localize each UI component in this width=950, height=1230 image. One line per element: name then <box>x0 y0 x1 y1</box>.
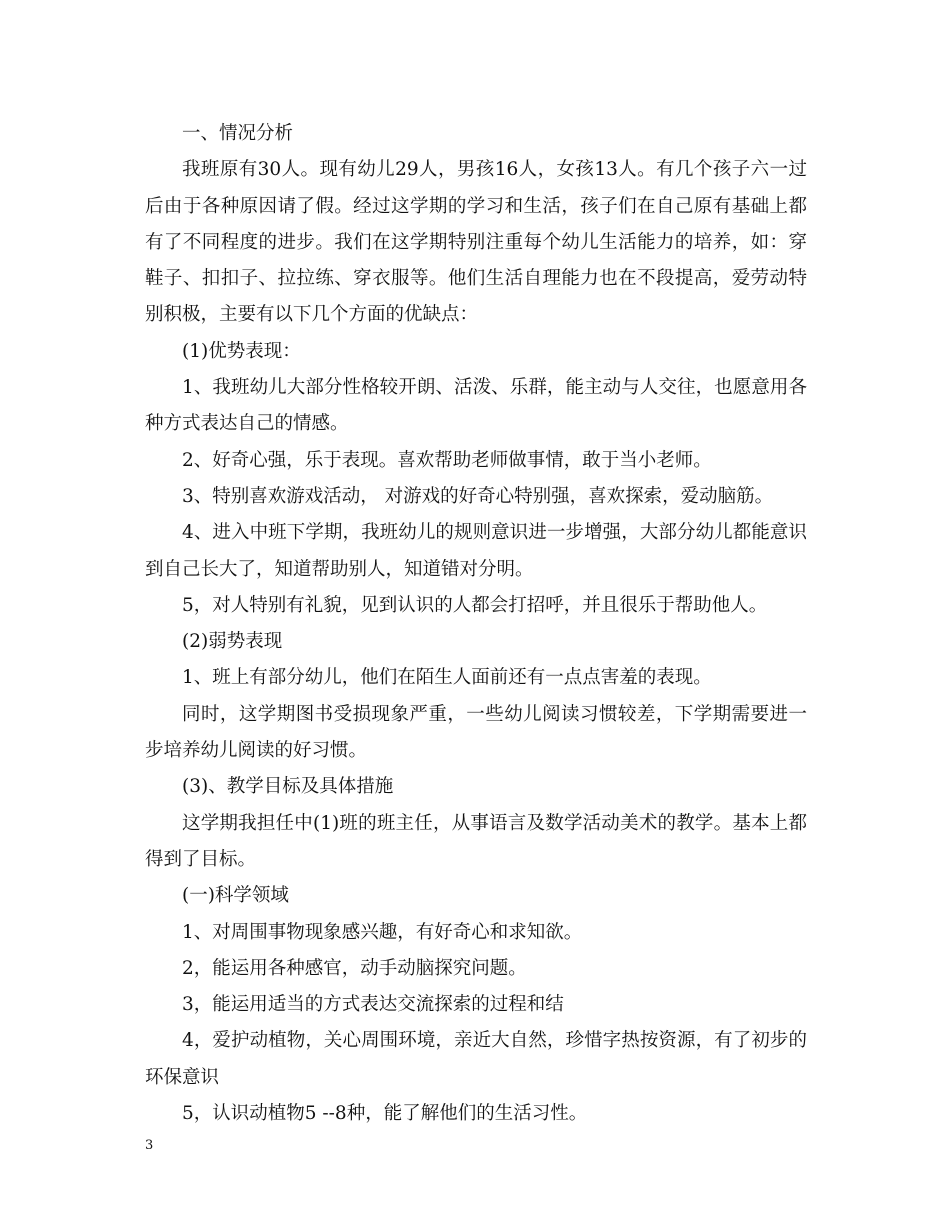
subheading: (2)弱势表现 <box>182 631 283 653</box>
subheading: (1)优势表现： <box>182 340 301 362</box>
section-heading: 一、情况分析 <box>182 123 294 144</box>
subheading: (3)、教学目标及具体措施 <box>182 776 394 798</box>
list-item: 5，对人特别有礼貌，见到认识的人都会打招呼，并且很乐于帮助他人。 <box>182 594 768 616</box>
list-item: 1、我班幼儿大部分性格较开朗、活泼、乐群，能主动与人交往，也愿意用各种方式表达自己的情感。 <box>145 377 807 435</box>
list-item: 3、特别喜欢游戏活动， 对游戏的好奇心特别强，喜欢探索，爱动脑筋。 <box>182 485 774 507</box>
list-item: 2、好奇心强，乐于表现。喜欢帮助老师做事情，敢于当小老师。 <box>182 449 712 471</box>
list-item: 2，能运用各种感官，动手动脑探究问题。 <box>182 957 527 979</box>
list-item: 3，能运用适当的方式表达交流探索的过程和结 <box>182 994 564 1016</box>
list-item: 4、进入中班下学期，我班幼儿的规则意识进一步增强，大部分幼儿都能意识到自己长大了，知道帮助别人，知道错对分明。 <box>145 522 807 580</box>
paragraph: 我班原有30人。现有幼儿29人，男孩16人，女孩13人。有几个孩子六一过后由于各种原因请了假。经过这学期的学习和生活，孩子们在自己原有基础上都有了不同程度的进步。我们在这学期特别注重每个幼儿生活能力的培养，如：穿鞋子、扣扣子、拉拉练、穿衣服等。他们生活自理能力也在不段提高，爱劳动特别积极，主要有以下几个方面的优缺点： <box>145 159 807 326</box>
list-item: 1、班上有部分幼儿，他们在陌生人面前还有一点点害羞的表现。 <box>182 667 712 689</box>
list-item: 4，爱护动植物，关心周围环境，亲近大自然，珍惜字热按资源，有了初步的环保意识 <box>145 1030 807 1088</box>
page-number: 3 <box>145 1138 154 1153</box>
subheading: (一)科学领域 <box>182 885 289 907</box>
document-body <box>145 116 807 1132</box>
list-item: 5，认识动植物5 --8种，能了解他们的生活习性。 <box>182 1103 588 1125</box>
paragraph: 这学期我担任中(1)班的班主任，从事语言及数学活动美术的教学。基本上都得到了目标。 <box>145 812 807 870</box>
list-item: 1、对周围事物现象感兴趣，有好奇心和求知欲。 <box>182 921 583 943</box>
paragraph: 同时，这学期图书受损现象严重，一些幼儿阅读习惯较差，下学期需要进一步培养幼儿阅读的好习惯。 <box>145 703 807 762</box>
